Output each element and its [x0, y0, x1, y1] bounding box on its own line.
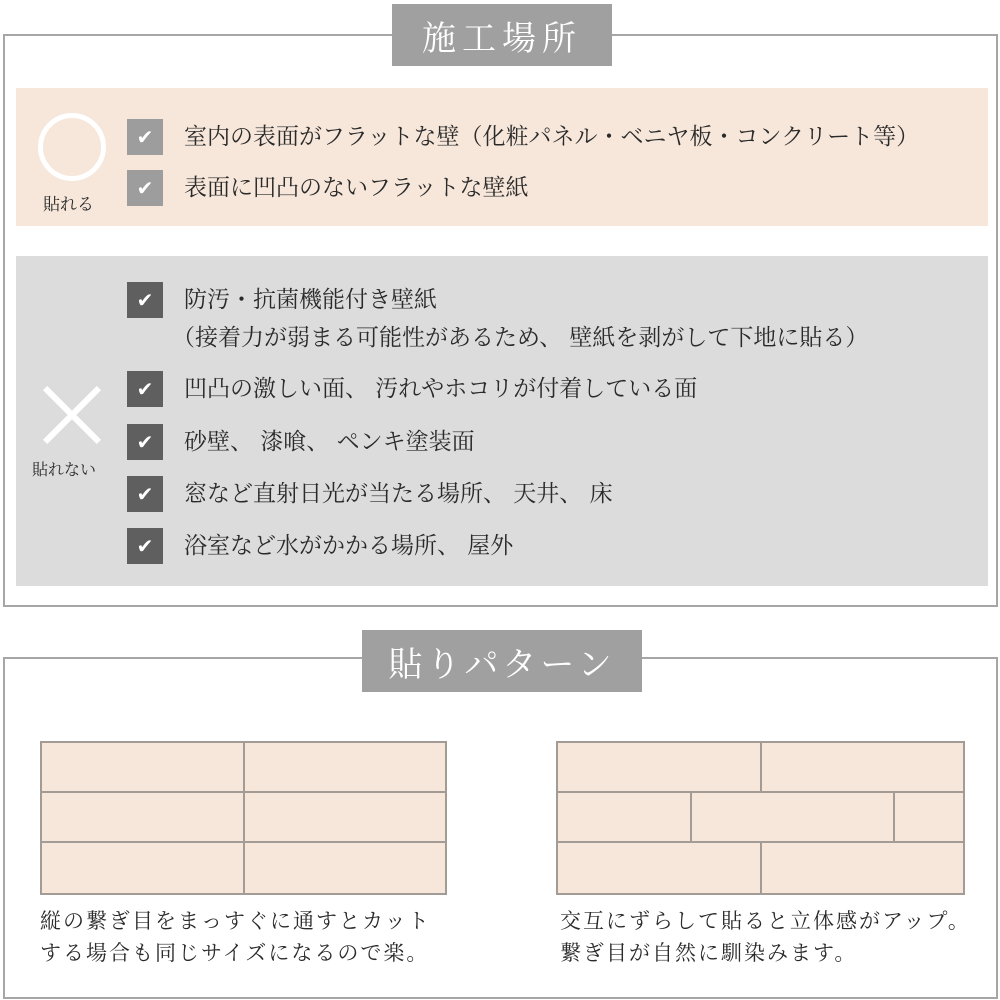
- ok-item: [127, 119, 919, 155]
- aligned-pattern-diagram: [40, 741, 447, 895]
- tile: [556, 791, 692, 843]
- checkmark-icon: ✔: [127, 170, 163, 206]
- tile: [40, 791, 245, 843]
- ok-item: [127, 170, 529, 206]
- ng-item: [127, 424, 475, 460]
- tile: [40, 841, 245, 895]
- caption-line: 縦の繋ぎ目をまっすぐに通すとカット: [40, 909, 431, 933]
- tile: [690, 791, 895, 843]
- ok-item-text: 室内の表面がフラットな壁（化粧パネル・ベニヤ板・コンクリート等）: [184, 124, 920, 150]
- staggered-pattern-caption: [560, 905, 971, 969]
- section-title-pattern: 貼りパターン: [362, 630, 642, 692]
- checkmark-icon: ✔: [127, 424, 163, 460]
- caption-line: 繋ぎ目が自然に馴染みます。: [560, 941, 858, 965]
- ng-item: [127, 371, 697, 407]
- staggered-pattern-diagram: [556, 741, 963, 895]
- tile: [760, 741, 965, 793]
- ng-item: [127, 476, 613, 512]
- ng-item-text: 凹凸の激しい面、 汚れやホコリが付着している面: [184, 376, 698, 402]
- checkmark-icon: ✔: [127, 119, 163, 155]
- ok-label: 貼れる: [43, 195, 94, 215]
- ng-item-text: 砂壁、 漆喰、 ペンキ塗装面: [184, 429, 475, 455]
- circle-icon: [38, 113, 106, 181]
- tile: [893, 791, 965, 843]
- ng-item-text: 防汚・抗菌機能付き壁紙: [184, 287, 437, 313]
- caption-line: 交互にずらして貼ると立体感がアップ。: [560, 909, 971, 933]
- tile: [243, 841, 447, 895]
- tile: [243, 741, 447, 793]
- ng-item-subtext: （接着力が弱まる可能性があるため、 壁紙を剥がして下地に貼る）: [172, 325, 869, 351]
- aligned-pattern-caption: [40, 905, 431, 969]
- tile: [556, 841, 762, 895]
- checkmark-icon: ✔: [127, 371, 163, 407]
- tile: [556, 741, 762, 793]
- ng-label: 貼れない: [32, 460, 97, 479]
- checkmark-icon: ✔: [127, 282, 163, 318]
- tile: [40, 741, 245, 793]
- checkmark-icon: ✔: [127, 528, 163, 564]
- ok-item-text: 表面に凹凸のないフラットな壁紙: [184, 175, 529, 201]
- ng-item-text-wrap: [172, 282, 869, 358]
- cross-icon: [42, 385, 102, 445]
- ng-item-text: 浴室など水がかかる場所、 屋外: [184, 533, 514, 559]
- ng-item-text: 窓など直射日光が当たる場所、 天井、 床: [184, 481, 613, 507]
- ng-item: [127, 282, 868, 358]
- checkmark-icon: ✔: [127, 476, 163, 512]
- tile: [243, 791, 447, 843]
- tile: [760, 841, 965, 895]
- caption-line: する場合も同じサイズになるので楽。: [40, 941, 430, 965]
- section-title-installation-location: 施工場所: [392, 4, 612, 66]
- ng-item: [127, 528, 513, 564]
